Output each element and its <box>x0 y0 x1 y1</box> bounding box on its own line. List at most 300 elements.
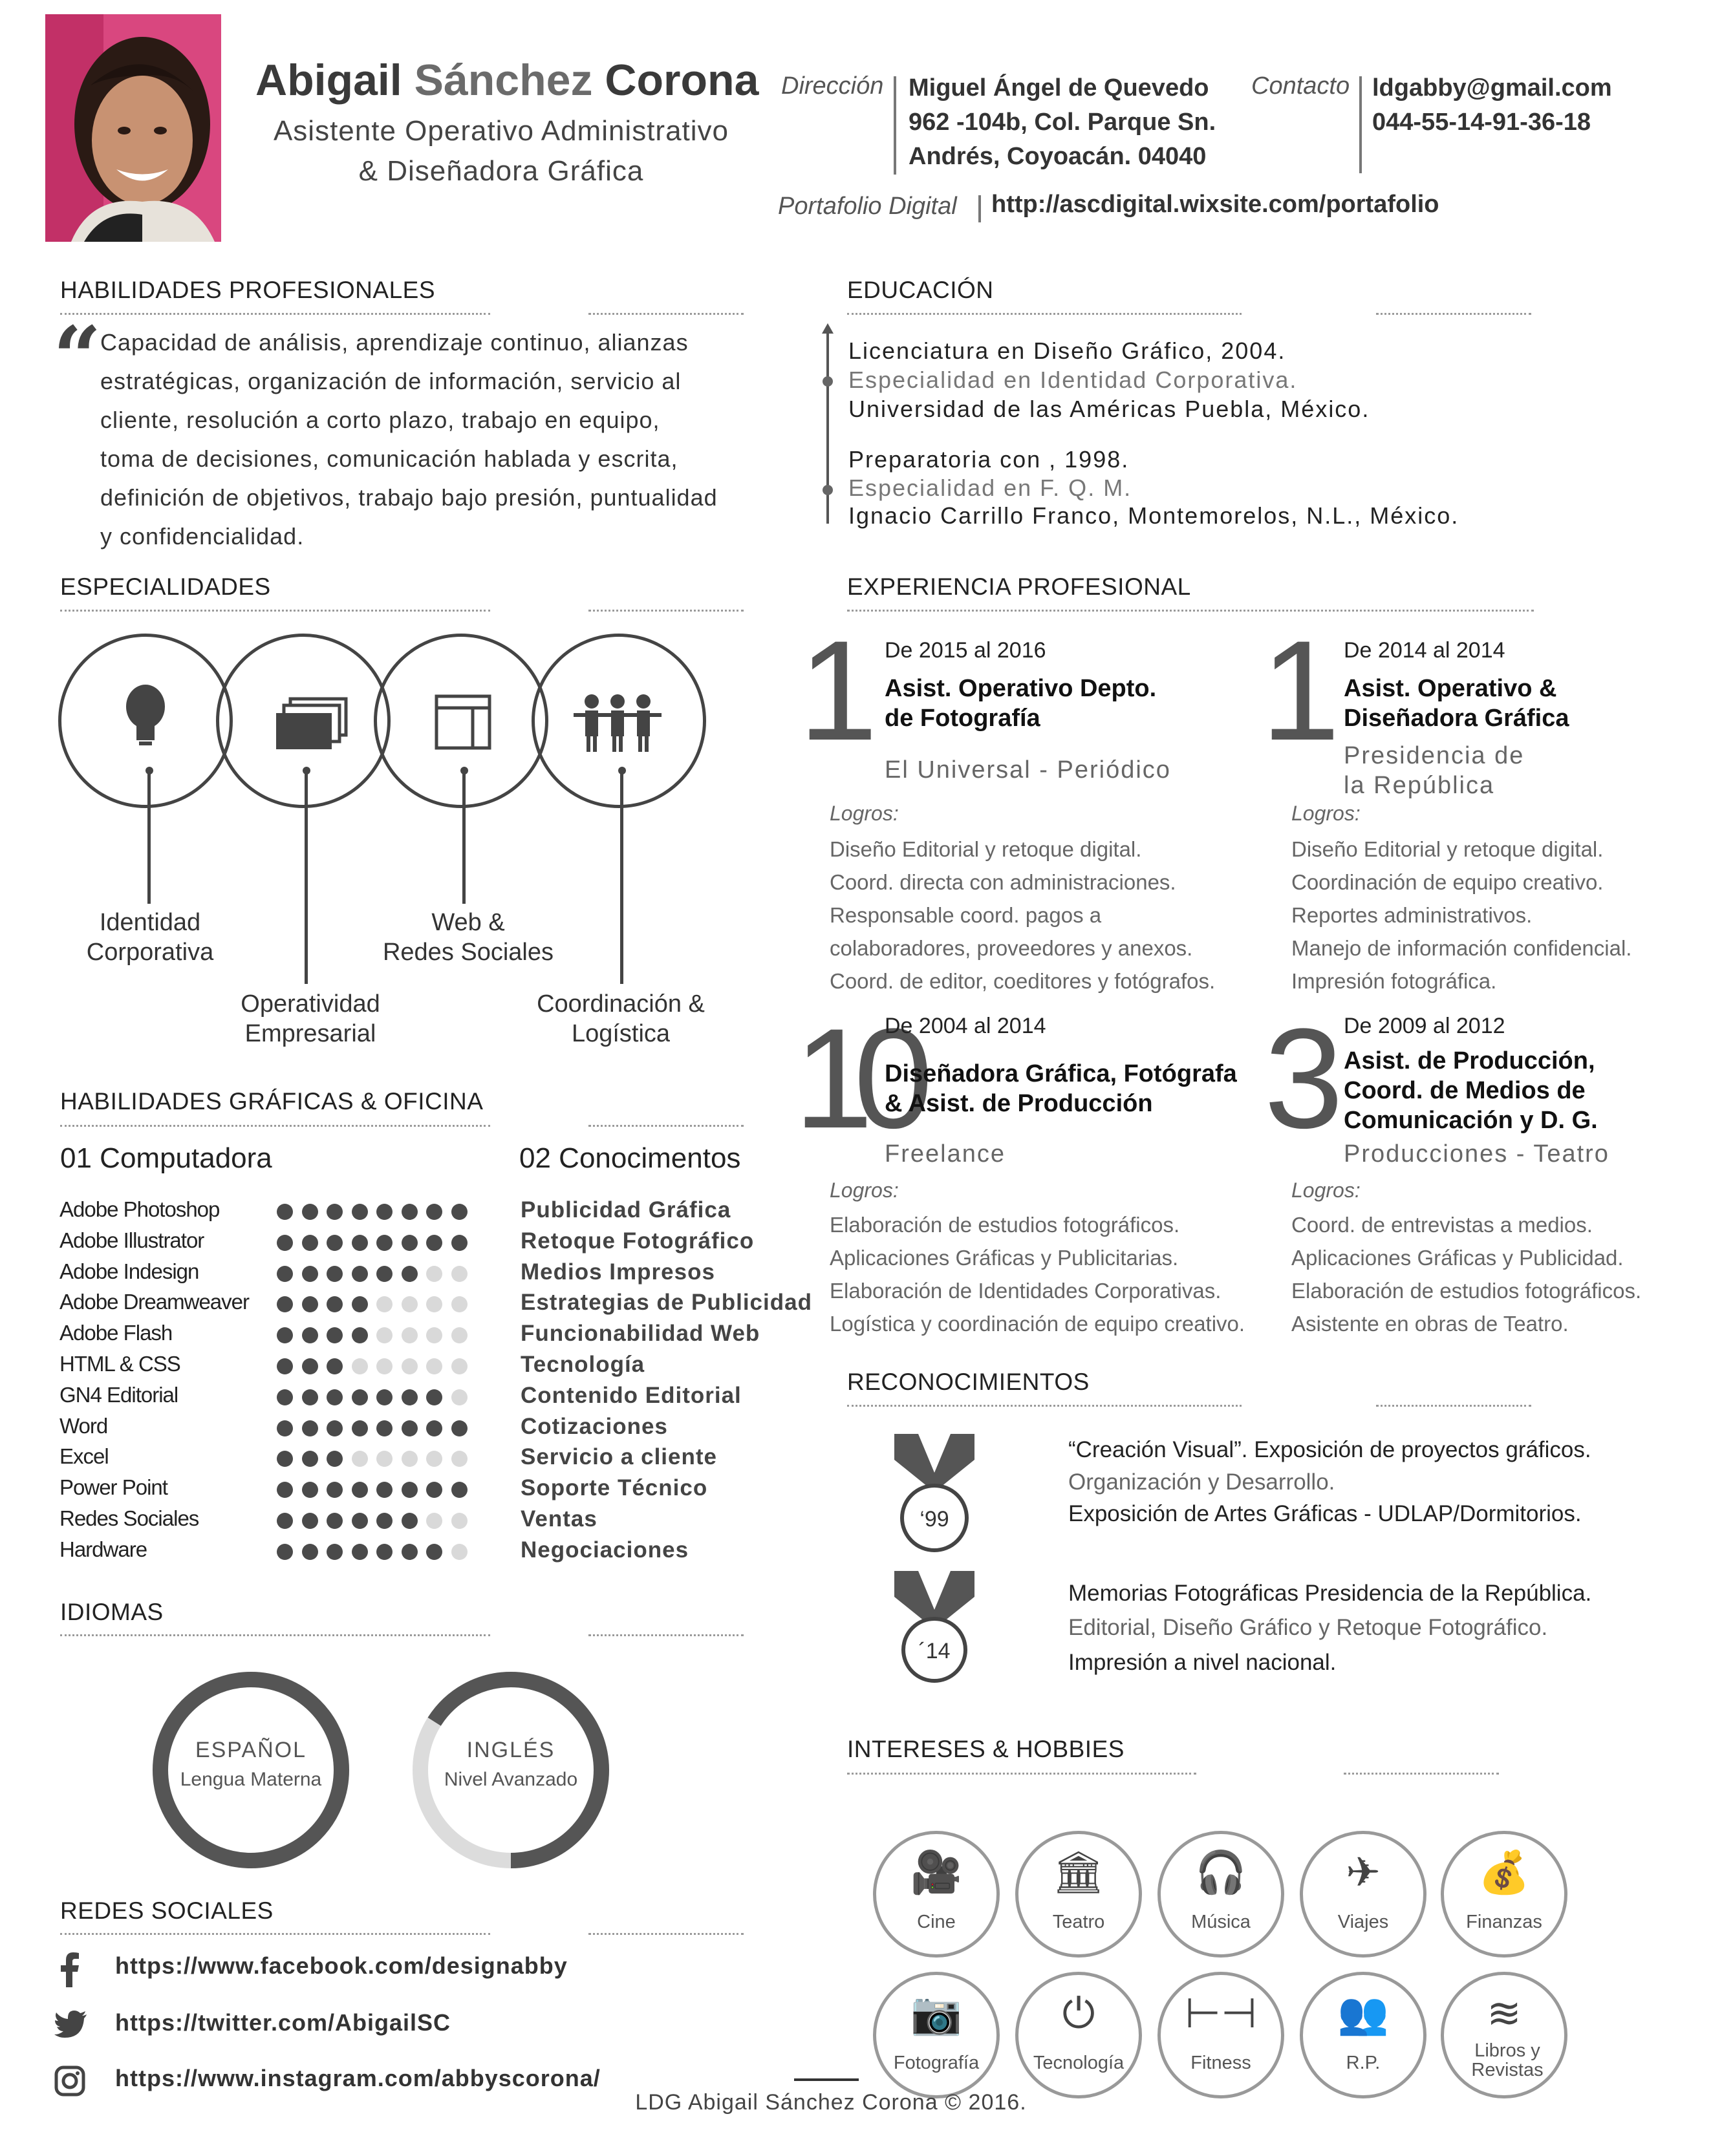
role-line-1: Asistente Operativo Administrativo <box>273 115 729 147</box>
language-name: INGLÉS <box>466 1738 555 1762</box>
recognition-line: Memorias Fotográficas Presidencia de la República. <box>1068 1581 1592 1606</box>
twitter-icon[interactable] <box>54 2011 88 2040</box>
job-company <box>1344 741 1524 800</box>
knowledge-item: Funcionabilidad Web <box>521 1321 760 1347</box>
job-achievement: colaboradores, proveedores y anexos. <box>830 936 1193 960</box>
hobby-label: Música <box>1191 1912 1251 1932</box>
skills-line: Capacidad de análisis, aprendizaje continuo, alianzas <box>100 329 689 356</box>
specialty-circle-4 <box>532 634 706 808</box>
lightbulb-icon <box>61 637 230 805</box>
skill-dot-empty <box>451 1513 468 1529</box>
hobby-label: Teatro <box>1052 1912 1105 1932</box>
skill-dot-filled <box>426 1482 442 1498</box>
skill-dot-filled <box>327 1235 343 1251</box>
job-logros-label: Logros: <box>830 802 899 825</box>
skill-dot-empty <box>376 1296 393 1312</box>
skill-dot-filled <box>402 1266 418 1282</box>
portfolio-divider <box>978 195 981 222</box>
hobby-viajes <box>1300 1831 1426 1958</box>
twitter-link[interactable]: https://twitter.com/AbigailSC <box>115 2009 451 2036</box>
medal-icon <box>889 1434 980 1553</box>
people-icon: 👥 <box>1337 1990 1389 2036</box>
computer-skill-name: Adobe Dreamweaver <box>59 1290 249 1314</box>
specialty-label-line: Corporativa <box>86 939 214 966</box>
job-title-line: Diseñadora Gráfica, Fotógrafa <box>885 1060 1237 1087</box>
knowledge-item: Cotizaciones <box>521 1413 668 1439</box>
hobby-r-p- <box>1300 1972 1426 2098</box>
skill-dot-filled <box>402 1389 418 1405</box>
people-group-icon <box>535 637 703 805</box>
quote-icon: “ <box>53 308 102 407</box>
job-logros-label: Logros: <box>1291 1179 1361 1202</box>
skill-dot-filled <box>426 1420 442 1436</box>
skill-dot-filled <box>352 1420 368 1436</box>
edu-specialty-1: Especialidad en Identidad Corporativa. <box>848 367 1298 393</box>
skill-dot-filled <box>352 1266 368 1282</box>
skills-title: HABILIDADES PROFESIONALES <box>60 277 436 303</box>
social-title: REDES SOCIALES <box>60 1897 274 1924</box>
computer-skill-name: Adobe Photoshop <box>59 1197 220 1221</box>
name-middle: Sánchez <box>414 56 593 105</box>
language-ring-english <box>407 1667 614 1873</box>
hobby-fitness <box>1157 1972 1284 2098</box>
skill-dot-filled <box>402 1482 418 1498</box>
skill-dot-filled <box>327 1544 343 1560</box>
skill-dot-filled <box>277 1296 293 1312</box>
hobby-cine <box>873 1831 1000 1958</box>
film-camera-icon: 🎥 <box>910 1849 962 1895</box>
phone-number: 044-55-14-91-36-18 <box>1372 109 1591 136</box>
skill-dot-empty <box>426 1451 442 1467</box>
job-achievement: Coord. directa con administraciones. <box>830 870 1176 894</box>
medal-year: ´14 <box>918 1639 951 1663</box>
skill-dot-filled <box>277 1204 293 1220</box>
specialty-label-line: Empresarial <box>244 1020 376 1047</box>
medal-year: ‘99 <box>920 1507 949 1532</box>
skill-dot-filled <box>302 1204 318 1220</box>
skill-dot-filled <box>302 1389 318 1405</box>
skill-dot-filled <box>352 1389 368 1405</box>
skill-dot-filled <box>426 1544 442 1560</box>
skill-dot-filled <box>352 1296 368 1312</box>
languages-divider-right <box>588 1634 744 1636</box>
hobby-label: Finanzas <box>1466 1912 1542 1932</box>
languages-divider <box>60 1634 490 1636</box>
language-name: ESPAÑOL <box>195 1738 307 1762</box>
specialty-label-4 <box>517 989 724 1049</box>
job-achievement: Elaboración de Identidades Corporativas. <box>830 1279 1222 1303</box>
skills-text <box>100 323 718 556</box>
contact-label: Contacto <box>1251 72 1350 100</box>
social-divider <box>60 1933 490 1935</box>
skill-dot-empty <box>451 1327 468 1343</box>
job-achievement: Logística y coordinación de equipo creativo. <box>830 1312 1245 1336</box>
skill-dot-filled <box>327 1327 343 1343</box>
job-achievement: Elaboración de estudios fotográficos. <box>830 1213 1180 1237</box>
address-line-1: Miguel Ángel de Quevedo <box>909 74 1209 101</box>
knowledge-subtitle: 02 Conocimentos <box>519 1142 741 1174</box>
recognitions-divider-right <box>1376 1405 1531 1407</box>
facebook-link[interactable]: https://www.facebook.com/designabby <box>115 1952 568 1979</box>
skill-dot-filled <box>277 1266 293 1282</box>
languages-title: IDIOMAS <box>60 1599 164 1625</box>
skill-dot-filled <box>327 1451 343 1467</box>
skill-dot-filled <box>376 1482 393 1498</box>
skill-dot-empty <box>451 1544 468 1560</box>
specialty-label-line: Redes Sociales <box>382 939 554 966</box>
job-years-number: 1 <box>799 611 865 770</box>
skill-dot-filled <box>327 1482 343 1498</box>
job-title <box>885 674 1156 733</box>
skills-line: toma de decisiones, comunicación hablada y escrita, <box>100 445 678 472</box>
portfolio-link[interactable]: http://ascdigital.wixsite.com/portafolio <box>991 191 1439 218</box>
skill-dot-filled <box>327 1389 343 1405</box>
recognition-line: Editorial, Diseño Gráfico y Retoque Fotográfico. <box>1068 1615 1548 1640</box>
profile-photo-illustration <box>45 14 221 242</box>
address-divider <box>894 76 896 175</box>
skill-dot-empty <box>402 1358 418 1374</box>
skill-dot-filled <box>352 1235 368 1251</box>
address-block <box>909 71 1216 174</box>
job-title-line: de Fotografía <box>885 705 1040 732</box>
education-divider-right <box>1376 313 1531 315</box>
recognition-line: Exposición de Artes Gráficas - UDLAP/Dormitorios. <box>1068 1501 1582 1526</box>
skill-dot-empty <box>352 1451 368 1467</box>
education-timeline <box>818 323 837 530</box>
skill-dot-empty <box>426 1296 442 1312</box>
skill-dot-empty <box>352 1358 368 1374</box>
footer-copyright: LDG Abigail Sánchez Corona © 2016. <box>635 2090 1027 2115</box>
computer-subtitle: 01 Computadora <box>60 1142 272 1174</box>
skill-dot-filled <box>302 1266 318 1282</box>
skill-dot-filled <box>302 1420 318 1436</box>
stacked-pages-icon <box>219 637 387 805</box>
computer-skill-name: GN4 Editorial <box>59 1382 178 1407</box>
job-period: De 2004 al 2014 <box>885 1014 1046 1038</box>
job-period: De 2014 al 2014 <box>1344 638 1505 663</box>
profile-photo <box>45 14 221 242</box>
specialty-label-line: Operatividad <box>241 990 380 1018</box>
recognition-line: Impresión a nivel nacional. <box>1068 1650 1337 1675</box>
skill-dot-empty <box>376 1451 393 1467</box>
skill-dot-filled <box>302 1482 318 1498</box>
medal-icon <box>889 1571 980 1691</box>
skill-dot-empty <box>426 1266 442 1282</box>
hobbies-title: INTERESES & HOBBIES <box>847 1736 1125 1762</box>
job-achievement: Coord. de entrevistas a medios. <box>1291 1213 1593 1237</box>
specialty-circle-1 <box>58 634 233 808</box>
skill-dot-empty <box>376 1327 393 1343</box>
job-achievement: Elaboración de estudios fotográficos. <box>1291 1279 1642 1303</box>
skill-dot-filled <box>277 1420 293 1436</box>
computer-skill-name: Hardware <box>59 1537 147 1561</box>
power-icon: ⏻ <box>1062 1990 1095 2036</box>
skill-dot-empty <box>451 1358 468 1374</box>
footer-rule <box>794 2078 859 2081</box>
skill-dot-filled <box>376 1513 393 1529</box>
specialty-label-line: Logística <box>571 1020 671 1047</box>
knowledge-item: Soporte Técnico <box>521 1475 708 1501</box>
skills-line: cliente, resolución a corto plazo, trabajo en equipo, <box>100 407 660 433</box>
address-label: Dirección <box>781 72 884 100</box>
skill-dot-filled <box>277 1544 293 1560</box>
skills-line: y confidencialidad. <box>100 523 305 550</box>
hobby-teatro <box>1015 1831 1142 1958</box>
portfolio-label: Portafolio Digital <box>778 193 957 220</box>
skill-dot-filled <box>376 1544 393 1560</box>
computer-skill-name: Adobe Flash <box>59 1321 173 1345</box>
edu-school-1: Universidad de las Américas Puebla, México. <box>848 396 1370 422</box>
specialty-label-1 <box>47 908 253 967</box>
skill-dot-filled <box>302 1235 318 1251</box>
job-achievement: Aplicaciones Gráficas y Publicidad. <box>1291 1246 1624 1270</box>
email-link[interactable]: ldgabby@gmail.com <box>1372 74 1612 101</box>
job-achievement: Diseño Editorial y retoque digital. <box>830 837 1142 861</box>
address-line-2: 962 -104b, Col. Parque Sn. <box>909 109 1216 136</box>
knowledge-item: Negociaciones <box>521 1537 689 1563</box>
skill-dot-filled <box>277 1451 293 1467</box>
skills-line: definición de objetivos, trabajo bajo presión, puntualidad <box>100 484 718 511</box>
name-first: Abigail <box>255 56 402 105</box>
job-title <box>1344 674 1569 733</box>
computer-skill-name: HTML & CSS <box>59 1352 180 1376</box>
hobby-label: Tecnología <box>1033 2053 1125 2073</box>
skill-dot-filled <box>327 1358 343 1374</box>
facebook-icon[interactable] <box>56 1951 84 1987</box>
job-achievement: Aplicaciones Gráficas y Publicitarias. <box>830 1246 1179 1270</box>
skill-dot-empty <box>402 1296 418 1312</box>
computer-skill-name: Redes Sociales <box>59 1506 199 1530</box>
computer-skill-name: Adobe Illustrator <box>59 1228 204 1252</box>
job-years-number: 1 <box>1261 611 1328 770</box>
specialty-label-line: Identidad <box>99 909 201 936</box>
skill-dot-filled <box>352 1544 368 1560</box>
airplane-icon: ✈ <box>1346 1849 1381 1895</box>
edu-school-2: Ignacio Carrillo Franco, Montemorelos, N.L., México. <box>848 502 1459 529</box>
contact-block <box>1372 71 1612 140</box>
skill-dot-filled <box>277 1389 293 1405</box>
skill-dot-filled <box>451 1482 468 1498</box>
skill-dot-filled <box>451 1204 468 1220</box>
skill-dot-filled <box>302 1451 318 1467</box>
computer-skill-name: Excel <box>59 1444 109 1469</box>
computer-skill-name: Adobe Indesign <box>59 1259 199 1283</box>
edu-degree-2: Preparatoria con , 1998. <box>848 446 1130 473</box>
camera-icon: 📷 <box>910 1990 962 2036</box>
skill-dot-filled <box>376 1204 393 1220</box>
job-title-line: Asist. Operativo Depto. <box>885 675 1157 702</box>
skill-dot-filled <box>352 1204 368 1220</box>
recognition-line: “Creación Visual”. Exposición de proyectos gráficos. <box>1068 1437 1591 1462</box>
contact-divider <box>1359 76 1362 173</box>
experience-title: EXPERIENCIA PROFESIONAL <box>847 573 1191 600</box>
job-title-line: Coord. de Medios de <box>1344 1077 1586 1104</box>
skill-dot-filled <box>302 1296 318 1312</box>
web-layout-icon <box>377 637 545 805</box>
hobby-label: Cine <box>917 1912 956 1932</box>
skill-dot-filled <box>402 1204 418 1220</box>
skill-dot-empty <box>426 1358 442 1374</box>
job-achievement: Impresión fotográfica. <box>1291 969 1497 993</box>
job-achievement: Asistente en obras de Teatro. <box>1291 1312 1569 1336</box>
specialty-label-line: Coordinación & <box>537 990 705 1018</box>
skill-dot-filled <box>376 1389 393 1405</box>
skill-dot-empty <box>426 1327 442 1343</box>
knowledge-item: Contenido Editorial <box>521 1382 742 1408</box>
job-title-line: Asist. Operativo & <box>1344 675 1557 702</box>
specialties-title: ESPECIALIDADES <box>60 573 271 600</box>
skill-dot-filled <box>302 1513 318 1529</box>
knowledge-item: Servicio a cliente <box>521 1444 717 1470</box>
skill-dot-filled <box>451 1420 468 1436</box>
job-company: Freelance <box>885 1140 1006 1168</box>
edu-specialty-2: Especialidad en F. Q. M. <box>848 475 1132 501</box>
recognitions-divider <box>847 1405 1242 1407</box>
skill-dot-filled <box>426 1235 442 1251</box>
education-title: EDUCACIÓN <box>847 277 994 303</box>
specialty-circle-2 <box>216 634 391 808</box>
job-logros-label: Logros: <box>830 1179 899 1202</box>
job-years-number: 10 <box>794 999 914 1158</box>
specialty-connector-line <box>462 771 466 904</box>
job-company: Producciones - Teatro <box>1344 1140 1609 1168</box>
recognitions-title: RECONOCIMIENTOS <box>847 1369 1090 1395</box>
skill-dot-filled <box>352 1327 368 1343</box>
hobby-label: Fotografía <box>893 2053 980 2073</box>
job-title <box>1344 1046 1598 1135</box>
skill-dot-filled <box>426 1204 442 1220</box>
experience-divider <box>847 610 1534 612</box>
specialty-label-line: Web & <box>431 909 505 936</box>
skill-dot-empty <box>426 1513 442 1529</box>
skill-dot-filled <box>376 1266 393 1282</box>
specialties-divider <box>60 610 490 612</box>
hobby-tecnología <box>1015 1972 1142 2098</box>
address-line-3: Andrés, Coyoacán. 04040 <box>909 143 1207 170</box>
headphones-icon: 🎧 <box>1195 1849 1247 1895</box>
skills-divider-right <box>588 313 744 315</box>
hobby-label: Libros y Revistas <box>1471 2040 1544 2080</box>
skill-dot-filled <box>451 1235 468 1251</box>
skill-dot-filled <box>277 1513 293 1529</box>
job-achievement: Coord. de editor, coeditores y fotógrafos. <box>830 969 1216 993</box>
skills-divider <box>60 313 490 315</box>
knowledge-item: Ventas <box>521 1506 597 1532</box>
layers-icon: ≋ <box>1487 1990 1522 2036</box>
knowledge-item: Retoque Fotográfico <box>521 1228 755 1254</box>
specialties-divider-right <box>588 610 744 612</box>
specialty-label-2 <box>207 989 414 1049</box>
skill-dot-filled <box>277 1482 293 1498</box>
full-name <box>255 55 759 105</box>
computer-skill-name: Word <box>59 1413 108 1438</box>
skill-dot-filled <box>376 1420 393 1436</box>
hobby-música <box>1157 1831 1284 1958</box>
job-years-number: 3 <box>1264 999 1331 1158</box>
knowledge-item: Tecnología <box>521 1352 645 1377</box>
recognition-line: Organización y Desarrollo. <box>1068 1469 1335 1495</box>
computer-skill-name: Power Point <box>59 1475 167 1500</box>
edu-degree-1: Licenciatura en Diseño Gráfico, 2004. <box>848 337 1286 364</box>
job-company: El Universal - Periódico <box>885 756 1171 784</box>
skill-dot-filled <box>327 1296 343 1312</box>
theater-building-icon: 🏛 <box>1052 1849 1105 1895</box>
skill-dot-filled <box>277 1235 293 1251</box>
language-level: Lengua Materna <box>180 1769 322 1790</box>
skill-dot-filled <box>426 1389 442 1405</box>
job-achievement: Coordinación de equipo creativo. <box>1291 870 1604 894</box>
skill-dot-filled <box>327 1420 343 1436</box>
job-company-line: la República <box>1344 772 1495 799</box>
specialty-connector-line <box>147 771 151 904</box>
job-period: De 2009 al 2012 <box>1344 1014 1505 1038</box>
skill-dot-empty <box>451 1451 468 1467</box>
hobby-finanzas <box>1441 1831 1567 1958</box>
specialty-label-3 <box>365 908 572 967</box>
knowledge-item: Estrategias de Publicidad <box>521 1290 812 1316</box>
skill-dot-filled <box>302 1327 318 1343</box>
job-title-line: & Asist. de Producción <box>885 1090 1153 1117</box>
job-period: De 2015 al 2016 <box>885 638 1046 663</box>
specialty-circle-3 <box>374 634 548 808</box>
skill-dot-empty <box>451 1389 468 1405</box>
graphic-skills-divider <box>60 1125 490 1127</box>
skill-dot-filled <box>376 1235 393 1251</box>
job-logros-label: Logros: <box>1291 802 1361 825</box>
skill-dot-filled <box>402 1513 418 1529</box>
barbell-icon: ⊢⊣ <box>1185 1990 1257 2036</box>
language-level: Nivel Avanzado <box>444 1769 578 1790</box>
skill-dot-filled <box>352 1513 368 1529</box>
skill-dot-empty <box>451 1266 468 1282</box>
skill-dot-filled <box>277 1327 293 1343</box>
job-company-line: Presidencia de <box>1344 742 1525 769</box>
hobbies-divider-right <box>1344 1773 1499 1775</box>
job-achievement: Responsable coord. pagos a <box>830 903 1102 927</box>
knowledge-item: Medios Impresos <box>521 1259 715 1285</box>
job-achievement: Manejo de información confidencial. <box>1291 936 1632 960</box>
job-title-line: Diseñadora Gráfica <box>1344 705 1569 732</box>
social-divider-right <box>588 1933 744 1935</box>
specialty-connector-line <box>305 771 308 984</box>
hobby-fotografía <box>873 1972 1000 2098</box>
job-title-line: Comunicación y D. G. <box>1344 1107 1598 1134</box>
skill-dot-filled <box>402 1544 418 1560</box>
job-title <box>885 1059 1237 1118</box>
job-achievement: Reportes administrativos. <box>1291 903 1533 927</box>
skill-dot-filled <box>327 1513 343 1529</box>
skill-dot-empty <box>376 1358 393 1374</box>
skill-dot-filled <box>352 1482 368 1498</box>
skill-dot-filled <box>277 1358 293 1374</box>
skill-dot-filled <box>302 1544 318 1560</box>
skill-dot-filled <box>402 1235 418 1251</box>
job-title-line: Asist. de Producción, <box>1344 1047 1595 1074</box>
hobbies-divider <box>847 1773 1196 1775</box>
graphic-skills-title: HABILIDADES GRÁFICAS & OFICINA <box>60 1088 484 1115</box>
skill-dot-filled <box>327 1266 343 1282</box>
skill-dot-empty <box>451 1296 468 1312</box>
money-bag-icon: 💰 <box>1478 1849 1530 1895</box>
role-line-2: & Diseñadora Gráfica <box>358 155 644 187</box>
education-divider <box>847 313 1242 315</box>
hobby-label: Viajes <box>1337 1912 1389 1932</box>
hobby-label: Fitness <box>1190 2053 1251 2073</box>
hobby-label: R.P. <box>1346 2053 1381 2073</box>
skill-dot-filled <box>302 1358 318 1374</box>
instagram-link[interactable]: https://www.instagram.com/abbyscorona/ <box>115 2065 601 2091</box>
specialty-connector-line <box>620 771 623 984</box>
